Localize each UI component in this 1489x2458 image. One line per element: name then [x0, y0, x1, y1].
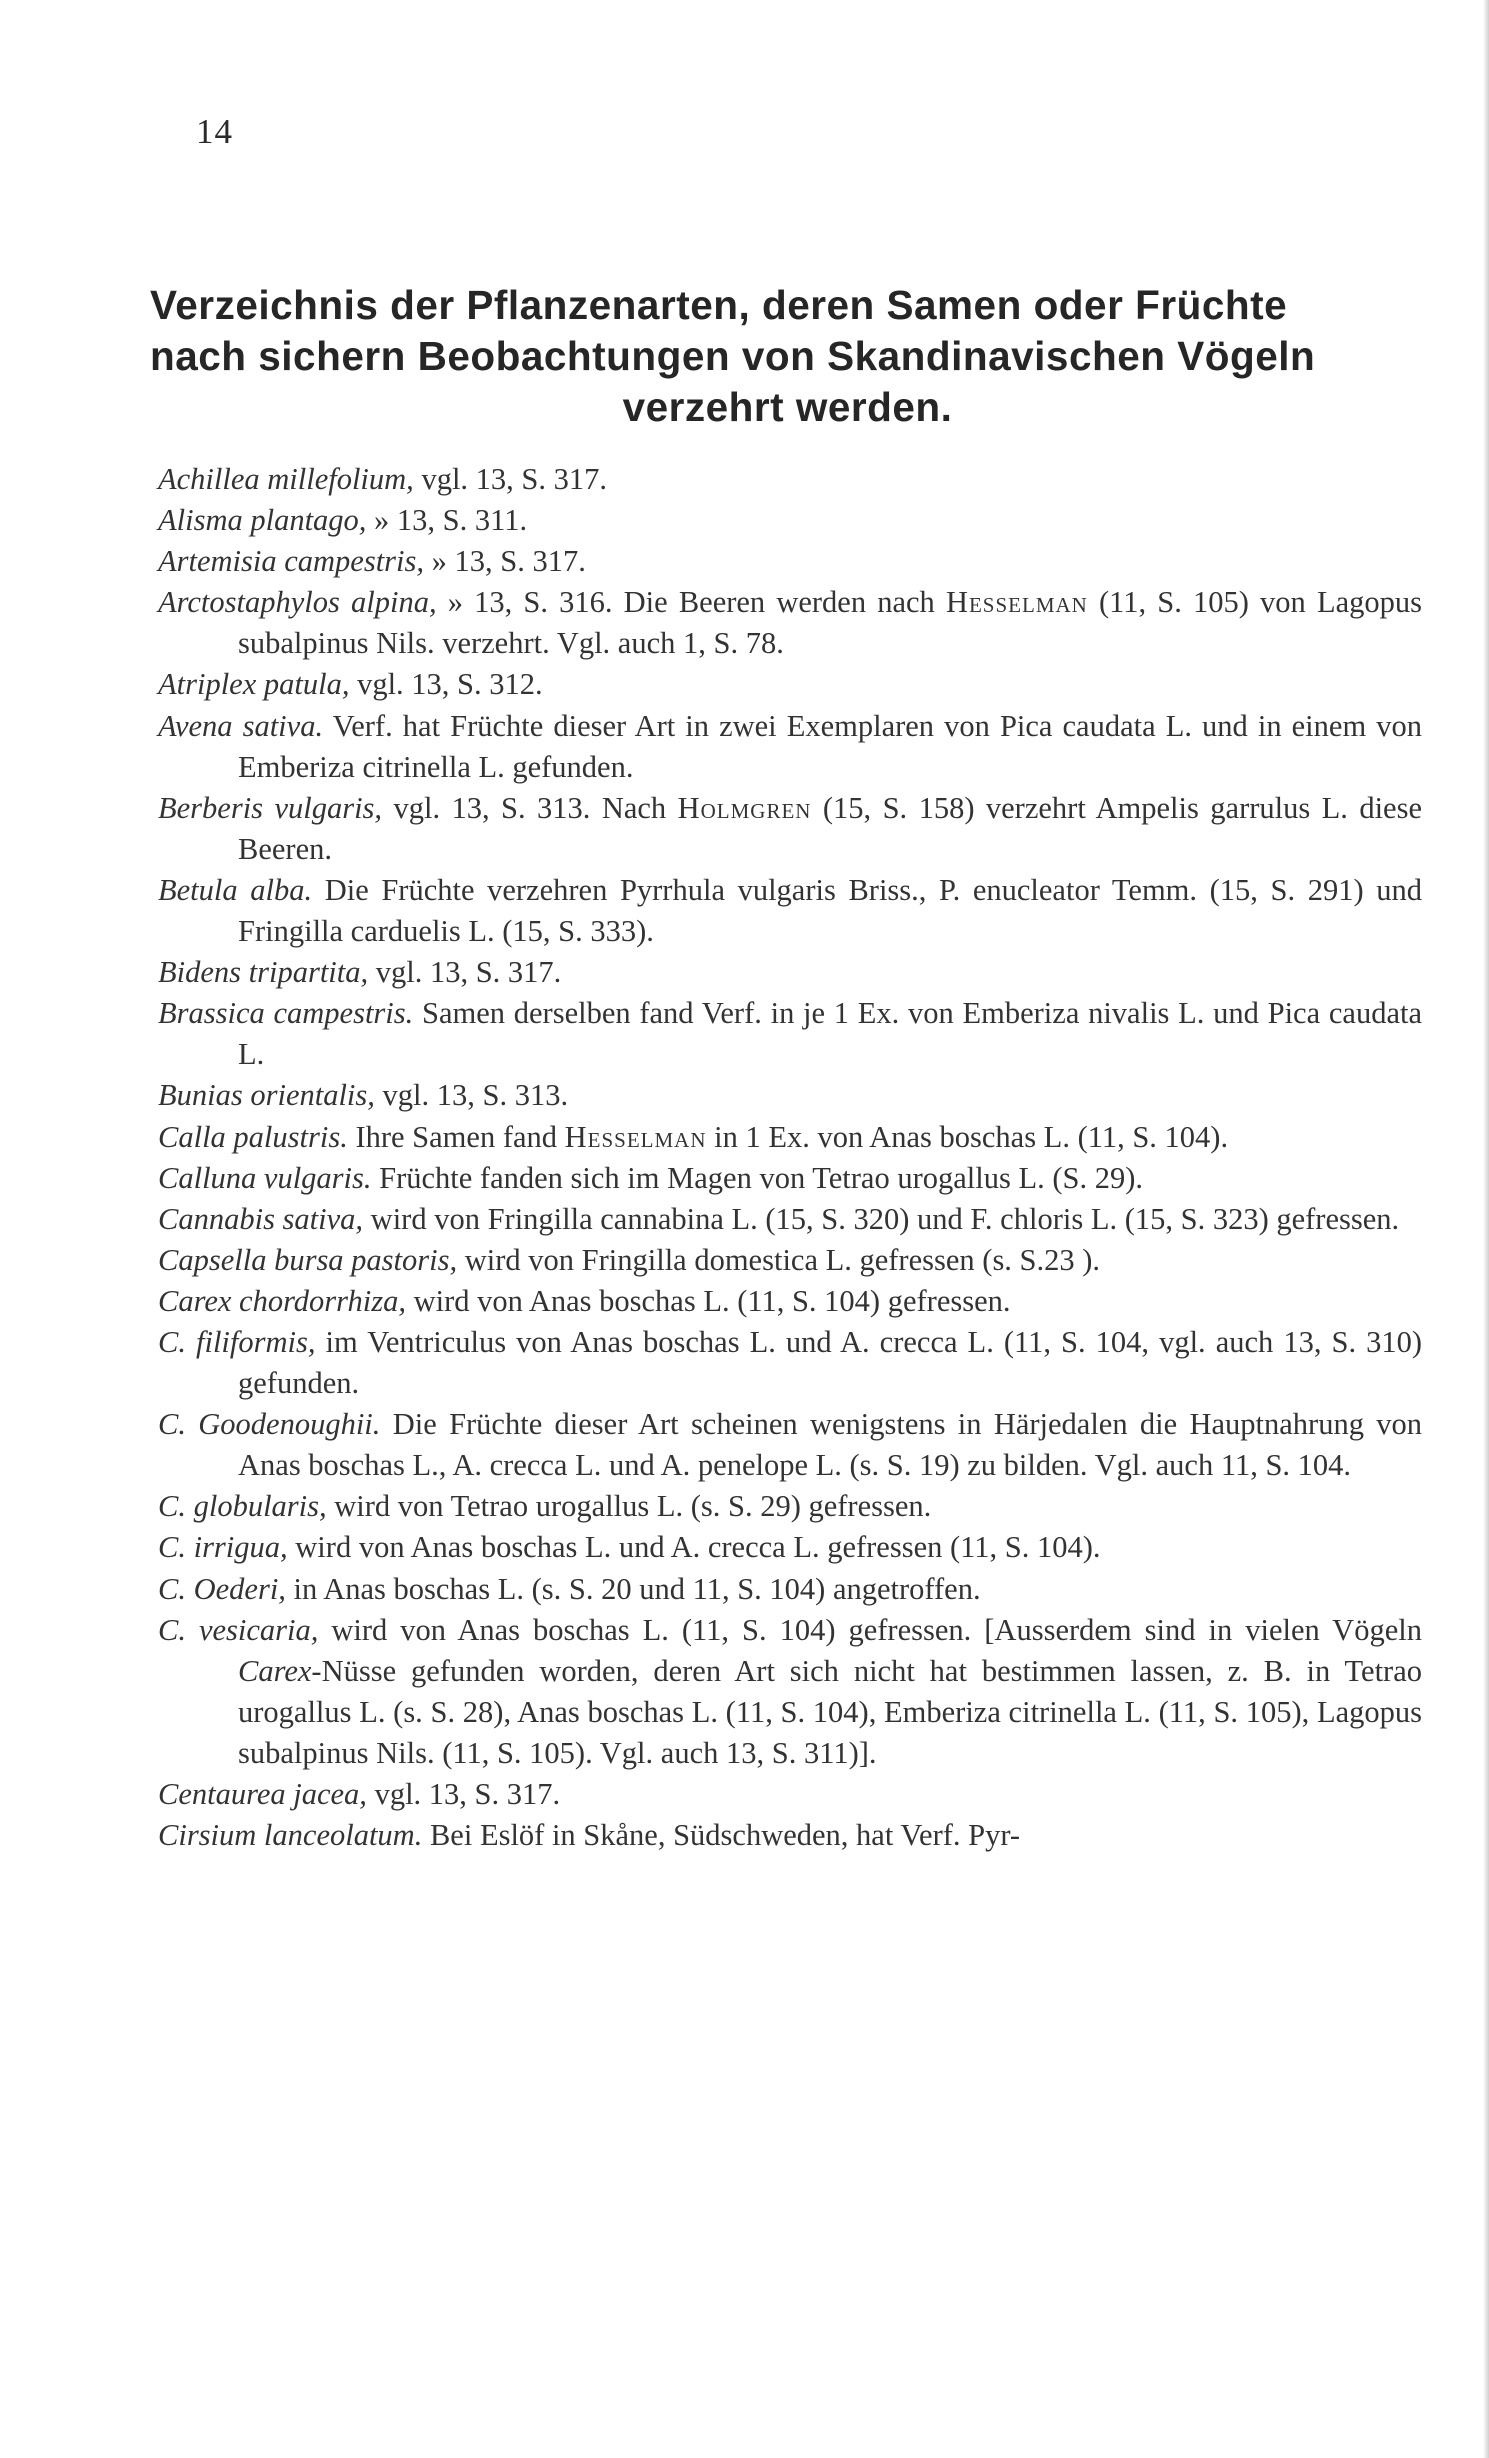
author-name: Hesselman	[945, 585, 1088, 620]
species-entry	[158, 1404, 1422, 1486]
author-name: Hesselman	[564, 1119, 707, 1154]
species-name: Calla palustris.	[158, 1119, 348, 1154]
species-entry	[158, 1815, 1422, 1856]
species-entry	[158, 1569, 1422, 1610]
species-name: C. vesicaria,	[158, 1612, 319, 1647]
entry-text: Die Früchte dieser Art scheinen wenigstens in Härjedalen die Hauptnahrung von Anas boschas L., A. crecca L. und A. penelope L. (s. S. 19) zu bilden. Vgl. auch 11, S. 104.	[238, 1407, 1423, 1483]
species-entry	[158, 1322, 1422, 1404]
species-entry	[158, 1075, 1422, 1116]
species-name: Bidens tripartita,	[158, 955, 369, 990]
entry-text: wird von Fringilla domestica L. gefressen (s. S.23 ).	[457, 1242, 1101, 1277]
species-entry	[158, 993, 1422, 1075]
entry-text: vgl. 13, S. 317.	[413, 462, 607, 496]
species-entry	[158, 1117, 1422, 1158]
entry-text: wird von Tetrao urogallus L. (s. S. 29) gefressen.	[326, 1489, 932, 1524]
entry-text-cont: in 1 Ex. von Anas boschas L. (11, S. 104).	[706, 1119, 1229, 1154]
page-edge-shadow	[1483, 0, 1489, 2458]
species-entry	[158, 788, 1422, 870]
species-name: Berberis vulgaris,	[158, 790, 383, 825]
entry-text: » 13, S. 316. Die Beeren werden nach	[436, 585, 946, 620]
species-entry	[158, 1199, 1422, 1240]
species-name: Atriplex patula,	[158, 667, 350, 702]
species-entry	[158, 1240, 1422, 1281]
heading-line-3: verzehrt werden.	[622, 384, 953, 430]
entry-text: Ihre Samen fand	[347, 1119, 565, 1154]
entry-text: vgl. 13, S. 317.	[368, 955, 562, 990]
species-name: C. Goodenoughii.	[158, 1407, 381, 1442]
species-name: Alisma plantago,	[158, 503, 367, 538]
entry-text: wird von Anas boschas L. und A. crecca L. gefressen (11, S. 104).	[287, 1530, 1101, 1565]
species-name: C. globularis,	[158, 1489, 327, 1524]
heading-line-1: Verzeichnis der Pflanzenarten, deren Samen oder Früchte	[150, 282, 1288, 328]
species-name: Cirsium lanceolatum.	[158, 1818, 423, 1853]
entry-text: Samen derselben fand Verf. in je 1 Ex. von Emberiza nivalis L. und Pica caudata L.	[238, 996, 1422, 1072]
species-entry	[158, 1527, 1422, 1568]
species-entry	[158, 500, 1422, 541]
entry-text: wird von Anas boschas L. (11, S. 104) gefressen. [Ausserdem sind in vielen Vögeln	[318, 1612, 1422, 1647]
species-name: Arctostaphylos alpina,	[158, 585, 437, 620]
entry-text: Die Früchte verzehren Pyrrhula vulgaris Briss., P. enucleator Temm. (15, S. 291) und Fringilla carduelis L. (15, S. 333).	[238, 872, 1422, 949]
species-name: Betula alba.	[158, 872, 313, 907]
entry-text: in Anas boschas L. (s. S. 20 und 11, S. 104) angetroffen.	[285, 1571, 981, 1606]
species-entry	[158, 664, 1422, 705]
species-entry	[158, 706, 1422, 788]
species-entry	[158, 1486, 1422, 1527]
entry-text: wird von Anas boschas L. (11, S. 104) gefressen.	[405, 1283, 1011, 1318]
species-entry	[158, 459, 1422, 500]
species-list	[158, 459, 1422, 1856]
entry-text: Verf. hat Früchte dieser Art in zwei Exemplaren von Pica caudata L. und in einem von Emberiza citrinella L. gefunden.	[238, 708, 1422, 784]
entry-text: Bei Eslöf in Skåne, Südschweden, hat Verf. Pyr-	[422, 1818, 1021, 1853]
species-name: Centaurea jacea,	[158, 1777, 367, 1811]
species-name: Artemisia campestris,	[158, 544, 425, 579]
entry-text: wird von Fringilla cannabina L. (15, S. 320) und F. chloris L. (15, S. 323) gefressen.	[363, 1201, 1400, 1236]
species-name: Cannabis sativa,	[158, 1201, 364, 1236]
entry-text: Früchte fanden sich im Magen von Tetrao urogallus L. (S. 29).	[371, 1160, 1144, 1195]
entry-text-cont: (11, S. 105) von Lagopus subalpinus Nils. verzehrt. Vgl. auch 1, S. 78.	[238, 585, 1422, 661]
species-name: Achillea millefolium,	[158, 462, 414, 496]
species-name: C. filiformis,	[158, 1324, 316, 1359]
species-name: Avena sativa.	[158, 708, 324, 743]
entry-text: vgl. 13, S. 312.	[349, 667, 543, 702]
species-name: Capsella bursa pastoris,	[158, 1242, 458, 1277]
species-name: C. Oederi,	[158, 1571, 286, 1606]
page-number: 14	[196, 112, 233, 151]
species-name: Calluna vulgaris.	[158, 1160, 372, 1195]
species-entry	[158, 1281, 1422, 1322]
entry-text-cont: (15, S. 158) verzehrt Ampelis garrulus L. diese Beeren.	[238, 790, 1422, 866]
species-entry	[158, 1158, 1422, 1199]
species-entry	[158, 1774, 1422, 1815]
entry-text: » 13, S. 317.	[424, 544, 586, 579]
entry-text: » 13, S. 311.	[366, 503, 528, 538]
species-name: Bunias orientalis,	[158, 1078, 375, 1113]
page-heading	[150, 280, 1425, 433]
author-name: Holmgren	[677, 790, 812, 825]
heading-line-2: nach sichern Beobachtungen von Skandinavischen Vögeln	[150, 333, 1316, 379]
species-entry	[158, 541, 1422, 582]
species-name: Carex chordorrhiza,	[158, 1283, 406, 1318]
genus-name: Carex	[238, 1653, 312, 1688]
entry-text-cont: -Nüsse gefunden worden, deren Art sich nicht hat bestimmen lassen, z. B. in Tetrao urogallus L. (s. S. 28), Anas boschas L. (11, S. 104), Emberiza citrinella L. (11, S. 105), Lagopus subalpinus Nils. (11, S. 105). Vgl. auch 13, S. 311)].	[238, 1653, 1422, 1770]
species-entry	[158, 1610, 1422, 1774]
entry-text: im Ventriculus von Anas boschas L. und A. crecca L. (11, S. 104, vgl. auch 13, S. 310) gefunden.	[238, 1324, 1423, 1401]
species-name: Brassica campestris.	[158, 996, 414, 1031]
species-entry	[158, 582, 1422, 664]
entry-text: vgl. 13, S. 317.	[366, 1777, 561, 1811]
entry-text: vgl. 13, S. 313.	[374, 1078, 569, 1113]
species-entry	[158, 870, 1422, 952]
species-entry	[158, 952, 1422, 993]
entry-text: vgl. 13, S. 313. Nach	[382, 790, 678, 825]
species-name: C. irrigua,	[158, 1530, 288, 1565]
